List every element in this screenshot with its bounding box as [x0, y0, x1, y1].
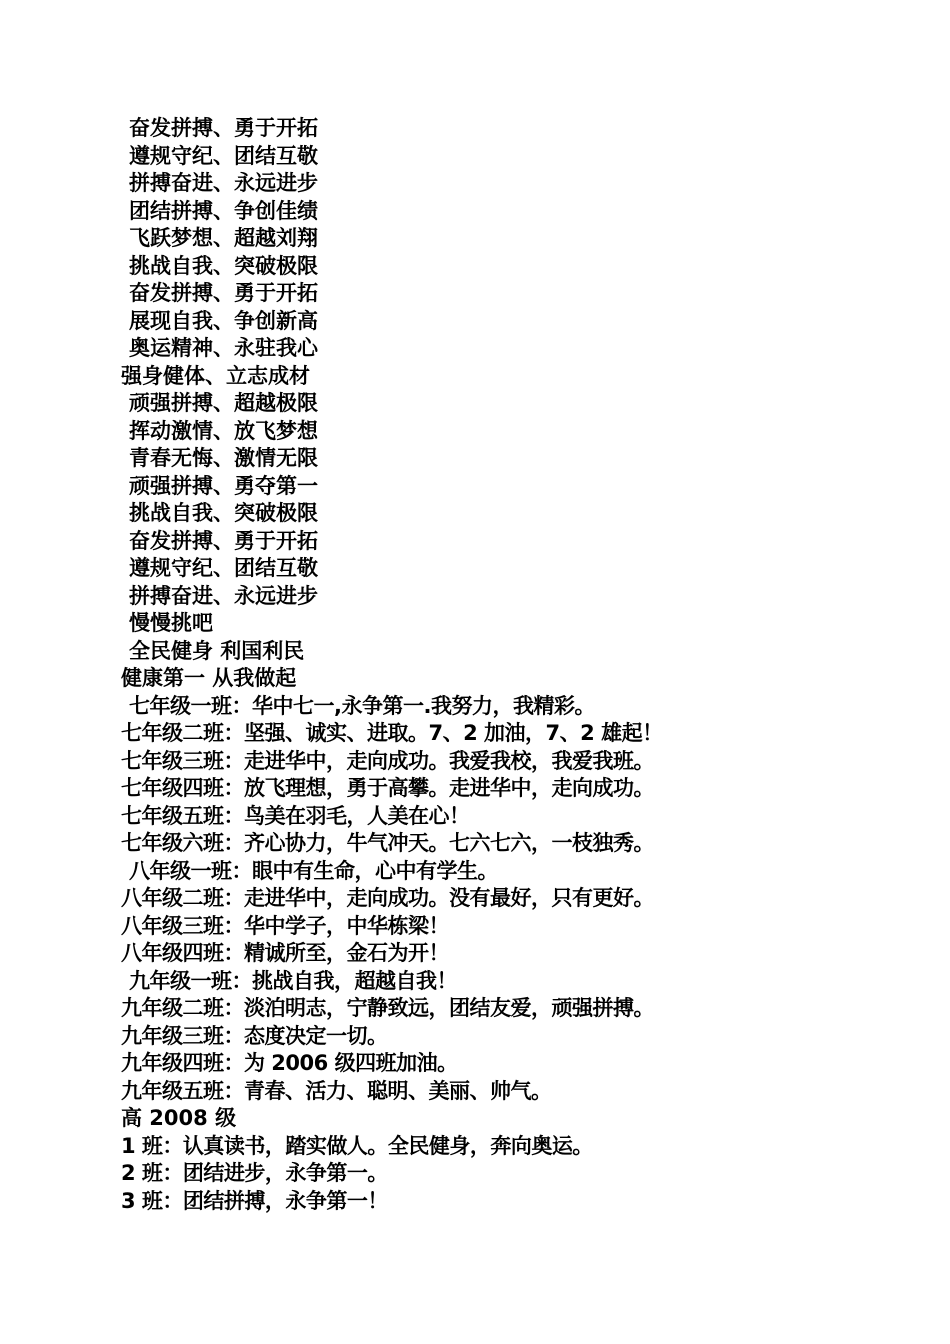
slogan-line: 慢慢挑吧 — [129, 611, 213, 635]
slogan-line: 奋发拼搏、勇于开拓 — [129, 116, 318, 140]
class-slogan-line: 七年级六班：齐心协力，牛气冲天。七六七六，一枝独秀。 — [121, 831, 654, 855]
slogan-line: 展现自我、争创新高 — [129, 308, 318, 333]
class-slogan-line: 2 班：团结进步，永争第一。 — [121, 1161, 388, 1185]
slogan-line: 遵规守纪、团结互敬 — [129, 143, 318, 168]
class-slogan-line: 八年级四班：精诚所至，金石为开！ — [121, 941, 449, 965]
slogan-line: 顽强拼搏、超越极限 — [129, 391, 318, 415]
slogan-line: 顽强拼搏、勇夺第一 — [129, 473, 318, 498]
class-slogan-line: 七年级一班：华中七一,永争第一.我努力，我精彩。 — [129, 693, 595, 718]
slogan-line: 挥动激情、放飞梦想 — [129, 418, 318, 443]
class-slogan-line: 九年级五班：青春、活力、聪明、美丽、帅气。 — [121, 1078, 552, 1103]
slogan-line: 拼搏奋进、永远进步 — [129, 583, 318, 608]
slogan-line: 飞跃梦想、超越刘翔 — [129, 226, 318, 250]
slogan-line: 强身健体、立志成材 — [121, 363, 310, 388]
class-slogan-line: 3 班：团结拼搏，永争第一！ — [121, 1188, 388, 1213]
class-slogan-line: 1 班：认真读书，踏实做人。全民健身，奔向奥运。 — [121, 1133, 593, 1158]
slogan-line: 遵规守纪、团结互敬 — [129, 556, 318, 580]
slogan-line: 挑战自我、突破极限 — [129, 501, 318, 525]
class-slogan-line: 八年级三班：华中学子，中华栋梁！ — [121, 913, 449, 938]
slogan-line: 全民健身 利国利民 — [129, 638, 305, 663]
slogan-line: 团结拼搏、争创佳绩 — [129, 198, 318, 223]
class-slogan-line: 八年级二班：走进华中，走向成功。没有最好，只有更好。 — [121, 886, 654, 910]
class-slogan-line: 九年级四班：为 2006 级四班加油。 — [121, 1051, 458, 1075]
class-slogan-line: 七年级五班：鸟美在羽毛，人美在心！ — [121, 803, 470, 828]
slogan-line: 挑战自我、突破极限 — [129, 253, 318, 278]
slogan-line: 健康第一 从我做起 — [121, 666, 297, 690]
slogan-list — [121, 115, 881, 1215]
slogan-line: 青春无悔、激情无限 — [129, 446, 318, 470]
slogan-line: 奋发拼搏、勇于开拓 — [129, 281, 318, 305]
class-slogan-line: 七年级三班：走进华中，走向成功。我爱我校，我爱我班。 — [121, 748, 654, 773]
grade-heading: 高 2008 级 — [121, 1106, 237, 1130]
slogan-line: 拼搏奋进、永远进步 — [129, 171, 318, 195]
slogan-line: 奥运精神、永驻我心 — [129, 336, 318, 360]
slogan-line: 奋发拼搏、勇于开拓 — [129, 528, 318, 553]
class-slogan-line: 七年级二班：坚强、诚实、进取。7、2 加油，7、2 雄起！ — [121, 721, 663, 745]
class-slogan-line: 九年级二班：淡泊明志，宁静致远，团结友爱，顽强拼搏。 — [121, 996, 654, 1020]
class-slogan-line: 八年级一班：眼中有生命，心中有学生。 — [129, 858, 498, 883]
class-slogan-line: 九年级三班：态度决定一切。 — [121, 1023, 388, 1048]
class-slogan-line: 九年级一班：挑战自我，超越自我！ — [129, 968, 457, 993]
class-slogan-line: 七年级四班：放飞理想，勇于高攀。走进华中，走向成功。 — [121, 776, 654, 800]
